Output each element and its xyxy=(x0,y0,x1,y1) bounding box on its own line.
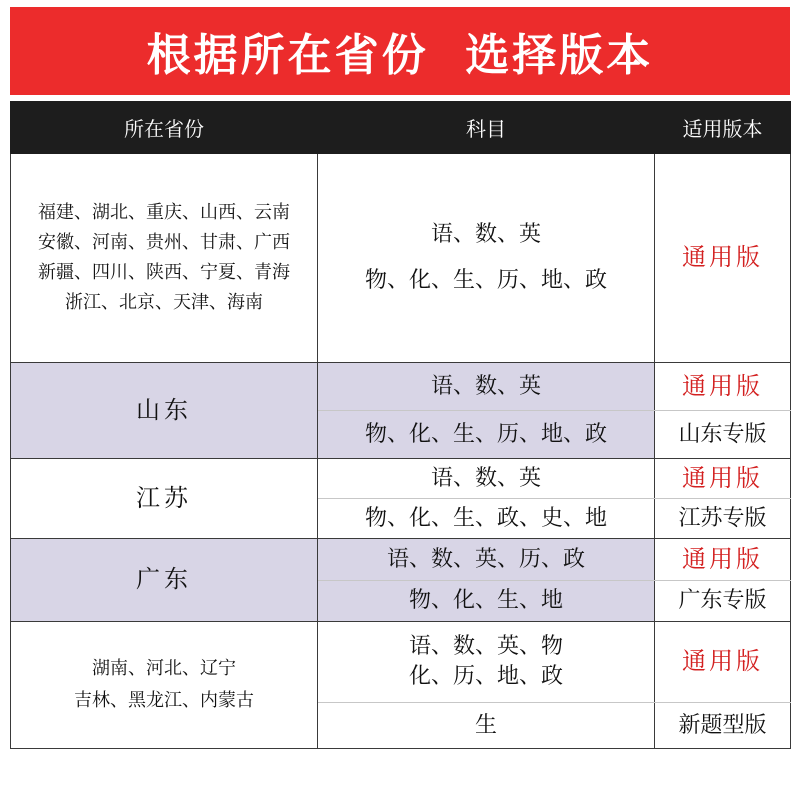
version-cell: 新题型版 xyxy=(655,703,791,749)
header-version: 适用版本 xyxy=(655,102,791,154)
subject-cell xyxy=(318,622,655,703)
header-row xyxy=(11,102,791,154)
province-cell xyxy=(11,154,318,363)
subject-cell: 语、数、英 xyxy=(318,459,655,499)
version-cell: 江苏专版 xyxy=(655,499,791,539)
header-province: 所在省份 xyxy=(11,102,318,154)
subject-cell xyxy=(318,154,655,363)
subject-line: 化、历、地、政 xyxy=(408,664,563,689)
table-row xyxy=(11,154,791,363)
version-cell: 通用版 xyxy=(655,622,791,703)
table-row xyxy=(11,539,791,581)
title-banner xyxy=(10,7,790,95)
province-cell: 江苏 xyxy=(11,459,318,539)
table-row xyxy=(11,622,791,703)
subject-cell: 语、数、英 xyxy=(318,363,655,411)
version-cell: 通用版 xyxy=(655,539,791,581)
province-line: 浙江、北京、天津、海南 xyxy=(65,292,263,313)
province-line: 新疆、四川、陕西、宁夏、青海 xyxy=(38,262,290,283)
subject-cell: 物、化、生、历、地、政 xyxy=(318,411,655,459)
province-cell: 山东 xyxy=(11,363,318,459)
province-line: 福建、湖北、重庆、山西、云南 xyxy=(38,202,290,223)
version-cell: 通用版 xyxy=(655,363,791,411)
subject-cell: 物、化、生、地 xyxy=(318,581,655,622)
header-subject: 科目 xyxy=(318,102,655,154)
subject-cell: 物、化、生、政、史、地 xyxy=(318,499,655,539)
subject-cell: 生 xyxy=(318,703,655,749)
province-cell xyxy=(11,622,318,749)
subject-cell: 语、数、英、历、政 xyxy=(318,539,655,581)
province-line: 湖南、河北、辽宁 xyxy=(92,658,236,679)
province-line: 吉林、黑龙江、内蒙古 xyxy=(74,690,254,711)
subject-line: 物、化、生、历、地、政 xyxy=(364,268,607,293)
subject-line: 语、数、英、物 xyxy=(408,634,563,659)
version-cell: 通用版 xyxy=(655,459,791,499)
banner-title: 根据所在省份 选择版本 xyxy=(146,30,654,81)
version-cell: 广东专版 xyxy=(655,581,791,622)
subject-line: 语、数、英 xyxy=(430,222,541,247)
table-row xyxy=(11,459,791,499)
version-table xyxy=(10,101,791,749)
province-line: 安徽、河南、贵州、甘肃、广西 xyxy=(38,232,290,253)
version-cell: 通用版 xyxy=(655,154,791,363)
version-cell: 山东专版 xyxy=(655,411,791,459)
province-cell: 广东 xyxy=(11,539,318,622)
table-row xyxy=(11,363,791,411)
